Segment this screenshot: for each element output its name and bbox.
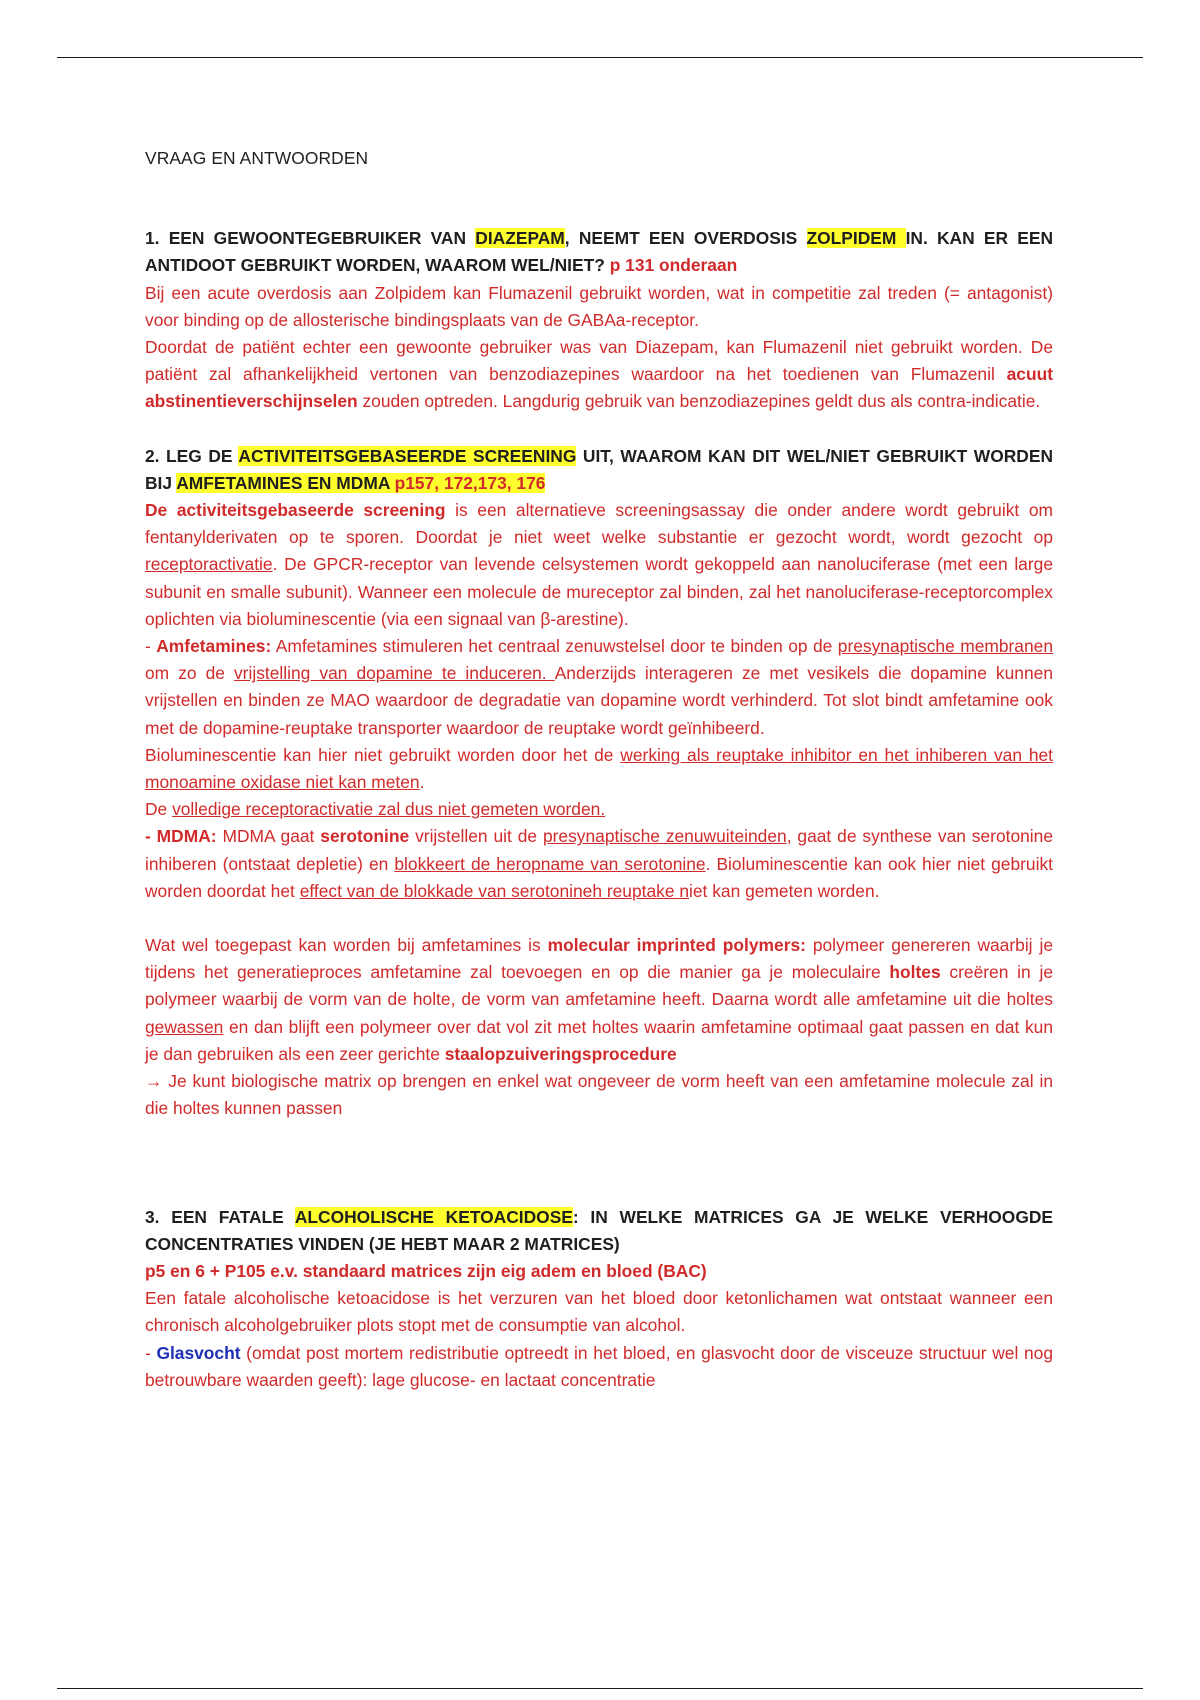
highlight-zolpidem: ZOLPIDEM <box>806 228 906 249</box>
answer-2-bioluminescence: Bioluminescentie kan hier niet gebruikt worden door het de werking als reuptake inhibitor en het inhiberen van het monoamine oxidase niet kan meten. <box>145 744 1053 793</box>
question-2-heading: 2. LEG DE ACTIVITEITSGEBASEERDE SCREENING UIT, WAAROM KAN DIT WEL/NIET GEBRUIKT WORDEN BIJ AMFETAMINES EN MDMA p157, 172,173, 176 <box>145 445 1054 493</box>
question-1-heading: 1. EEN GEWOONTEGEBRUIKER VAN DIAZEPAM, NEEMT EEN OVERDOSIS ZOLPIDEM IN. KAN ER EEN ANTIDOOT GEBRUIKT WORDEN, WAAROM WEL/NIET? p 131 onderaan <box>145 228 1054 276</box>
answer-2-mdma: - MDMA: MDMA gaat serotonine vrijstellen uit de presynaptische zenuwuiteinden, gaat de synthese van serotonine inhiberen (ontstaat depletie) en blokkeert de heropname van serotonine. Bioluminescentie kan ook hier niet gebruikt worden doordat het effect van de blokkade van serotonineh reuptake niet kan gemeten worden. <box>145 826 1054 901</box>
answer-3-paragraph-1: Een fatale alcoholische ketoacidose is het verzuren van het bloed door ketonlichamen wat ontstaat wanneer een chronisch alcoholgebruiker plots stopt met de consumptie van alcohol. <box>145 1288 1053 1336</box>
page-reference: p5 en 6 + P105 e.v. standaard matrices zijn eig adem en bloed (BAC) <box>145 1260 707 1281</box>
page-reference: p157, 172,173, 176 <box>394 472 546 493</box>
answer-1-paragraph-2: Doordat de patiënt echter een gewoonte gebruiker was van Diazepam, kan Flumazenil niet gebruikt worden. De patiënt zal afhankelijkheid vertonen van benzodiazepines waardoor na het toedienen van Flumazenil acuut abstinentieverschijnselen zouden optreden. Langdurig gebruik van benzodiazepines geldt dus als contra-indicatie. <box>145 337 1053 412</box>
footer-rule <box>57 1688 1143 1689</box>
answer-2-arrow-note: → Je kunt biologische matrix op brengen en enkel wat ongeveer de vorm heeft van een amfetamine molecule zal in die holtes kunnen passen <box>145 1071 1053 1119</box>
answer-2-paragraph-1: De activiteitsgebaseerde screening is een alternatieve screeningsassay die onder andere wordt gebruikt om fentanylderivaten op te sporen. Doordat je niet weet welke substantie er gezocht wordt, wordt gezocht op receptoractivatie. De GPCR-receptor van levende celsystemen wordt gekoppeld aan nanoluciferase (met een large subunit en smalle subunit). Wanneer een molecule de mureceptor zal binden, zal het nanoluciferase-receptorcomplex oplichten via bioluminescentie (via een signaal van β-arestine). <box>145 500 1053 629</box>
highlight-amfetamines-mdma: AMFETAMINES EN MDMA <box>176 472 395 493</box>
answer-2-receptor-activation: De volledige receptoractivatie zal dus niet gemeten worden. <box>145 799 606 820</box>
highlight-diazepam: DIAZEPAM <box>475 228 565 249</box>
page-reference: p 131 onderaan <box>609 255 738 276</box>
page-title: VRAAG EN ANTWOORDEN <box>145 148 369 168</box>
highlight-ketoacidose: ALCOHOLISCHE KETOACIDOSE <box>294 1206 573 1227</box>
answer-1-paragraph-1: Bij een acute overdosis aan Zolpidem kan Flumazenil gebruikt worden, wat in competitie zal treden (= antagonist) voor binding op de allosterische bindingsplaats van de GABAa-receptor. <box>145 282 1053 330</box>
answer-2-molecular-imprinted-polymers: Wat wel toegepast kan worden bij amfetamines is molecular imprinted polymers: polymeer genereren waarbij je tijdens het generatieproces amfetamine zal toevoegen en op die manier ga je moleculaire holtes creëren in je polymeer waarbij de vorm van de holte, de vorm van amfetamine heeft. Daarna wordt alle amfetamine uit die holtes gewassen en dan blijft een polymeer over dat vol zit met holtes waarin amfetamine optimaal gaat passen en dat kun je dan gebruiken als een zeer gerichte staalopzuiveringsprocedure <box>145 935 1054 1064</box>
document-body <box>145 145 1053 1394</box>
header-rule <box>57 57 1143 58</box>
answer-2-amfetamines: - Amfetamines: Amfetamines stimuleren het centraal zenuwstelsel door te binden op de presynaptische membranen om zo de vrijstelling van dopamine te induceren. Anderzijds interageren ze met vesikels die dopamine kunnen vrijstellen en binden ze MAO waardoor de degradatie van dopamine wordt verhinderd. Tot slot bindt amfetamine ook met de dopamine-reuptake transporter waardoor de reuptake wordt geïnhibeerd. <box>145 636 1053 738</box>
answer-3-glasvocht: - Glasvocht (omdat post mortem redistributie optreedt in het bloed, en glasvocht door de visceuze structuur wel nog betrouwbare waarden geeft): lage glucose- en lactaat concentratie <box>145 1342 1053 1390</box>
question-3-heading: 3. EEN FATALE ALCOHOLISCHE KETOACIDOSE: IN WELKE MATRICES GA JE WELKE VERHOOGDE CONCENTRATIES VINDEN (JE HEBT MAAR 2 MATRICES) <box>145 1206 1054 1254</box>
highlight-screening: ACTIVITEITSGEBASEERDE SCREENING <box>238 445 577 466</box>
